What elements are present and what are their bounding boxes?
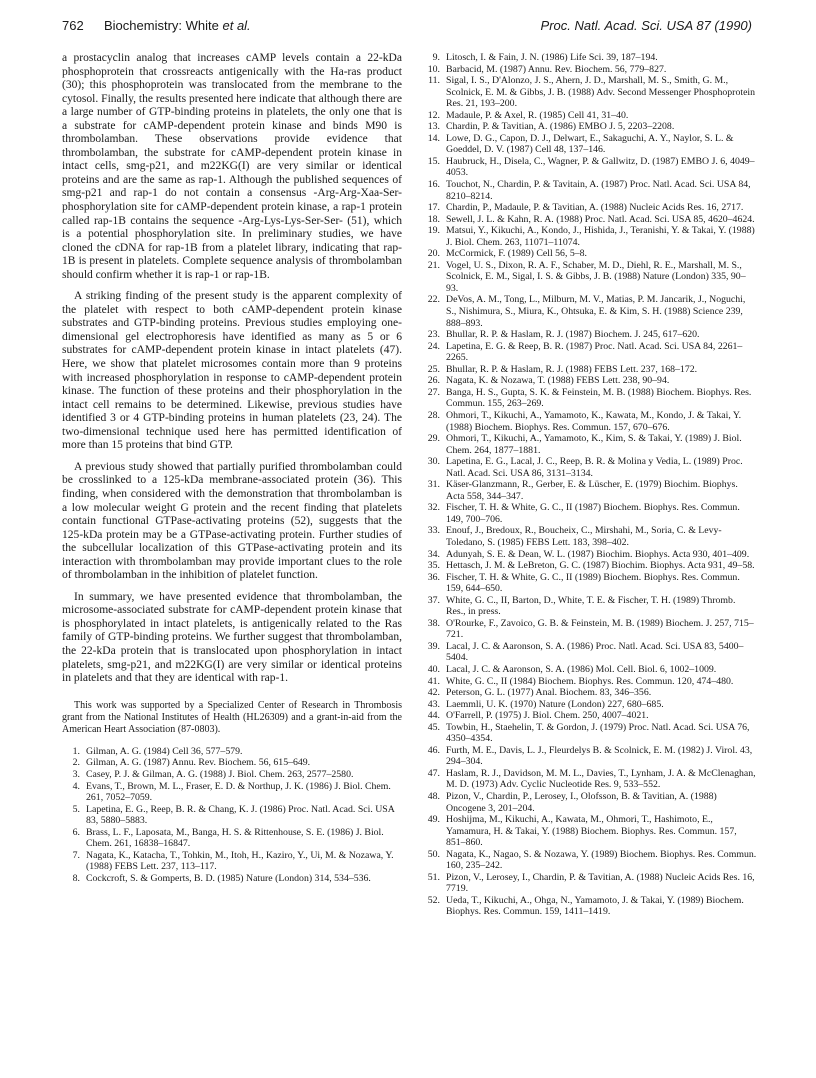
reference-text: Sigal, I. S., D'Alonzo, J. S., Ahern, J. D., Marshall, M. S., Smith, G. M., Scolnick, E. M. & Gibbs, J. B. (1988) Adv. Second Messenger Phosphoprotein Res. 21, 193–200. <box>446 75 756 110</box>
reference-item <box>62 827 402 850</box>
reference-number: 6. <box>72 826 80 838</box>
reference-item <box>422 710 757 722</box>
reference-item <box>422 595 757 618</box>
reference-text: Lacal, J. C. & Aaronson, S. A. (1986) Mol. Cell. Biol. 6, 1002–1009. <box>446 663 717 675</box>
reference-item <box>422 75 757 110</box>
reference-number: 3. <box>72 768 80 780</box>
reference-text: Barbacid, M. (1987) Annu. Rev. Biochem. 56, 779–827. <box>446 63 667 75</box>
reference-text: Lapetina, E. G., Reep, B. R. & Chang, K. J. (1986) Proc. Natl. Acad. Sci. USA 83, 5880–5883. <box>86 803 395 827</box>
running-head-right: Proc. Natl. Acad. Sci. USA 87 (1990) <box>540 18 752 33</box>
reference-item <box>422 618 757 641</box>
reference-text: Ohmori, T., Kikuchi, A., Yamamoto, K., Kim, S. & Takai, Y. (1989) J. Biol. Chem. 264, 1877–1881. <box>446 433 742 456</box>
reference-item <box>422 225 757 248</box>
reference-number: 31. <box>427 479 440 491</box>
reference-text: Cockcroft, S. & Gomperts, B. D. (1985) Nature (London) 314, 534–536. <box>86 872 371 884</box>
body-paragraph: In summary, we have presented evidence that thrombolamban, the microsome-associated substrate for cAMP-dependent protein kinase that is phosphorylated in intact platelets, is antigenically related to the Ras family of GTP-binding proteins. We further suggest that thrombolamban, the 22-kDa protein that is translocated upon phosphorylation in intact platelets, smg-p21, and m22KG(I) are very similar or identical proteins in platelets and that they are identical with rap-1. <box>62 590 402 685</box>
reference-number: 51. <box>427 871 440 883</box>
reference-text: Evans, T., Brown, M. L., Fraser, E. D. & Northup, J. K. (1986) J. Biol. Chem. 261, 7052–7059. <box>86 780 391 804</box>
reference-item <box>422 260 757 295</box>
reference-text: Lacal, J. C. & Aaronson, S. A. (1986) Proc. Natl. Acad. Sci. USA 83, 5400–5404. <box>446 640 744 664</box>
reference-number: 44. <box>427 710 440 722</box>
reference-list-right <box>422 52 757 918</box>
reference-text: Sewell, J. L. & Kahn, R. A. (1988) Proc. Natl. Acad. Sci. USA 85, 4620–4624. <box>446 213 755 225</box>
reference-number: 36. <box>427 571 440 583</box>
reference-number: 23. <box>427 329 440 341</box>
reference-text: Vogel, U. S., Dixon, R. A. F., Schaber, M. D., Diehl, R. E., Marshall, M. S., Scolnick, E. M., Sigal, I. S. & Gibbs, J. B. (1988) Nature (London) 335, 90–93. <box>446 259 746 294</box>
reference-item <box>422 849 757 872</box>
reference-text: Lowe, D. G., Capon, D. J., Delwart, E., Sakaguchi, A. Y., Naylor, S. L. & Goeddel, D. V. (1987) Cell 48, 137–146. <box>446 132 734 156</box>
reference-text: Casey, P. J. & Gilman, A. G. (1988) J. Biol. Chem. 263, 2577–2580. <box>86 768 354 780</box>
reference-number: 41. <box>427 675 440 687</box>
reference-text: Enouf, J., Bredoux, R., Boucheix, C., Mirshahi, M., Soria, C. & Levy-Toledano, S. (1985) FEBS Lett. 183, 398–402. <box>446 525 722 548</box>
reference-number: 40. <box>427 663 440 675</box>
reference-number: 35. <box>427 560 440 572</box>
reference-text: White, G. C., II, Barton, D., White, T. E. & Fischer, T. H. (1989) Thromb. Res., in press. <box>446 594 736 618</box>
reference-item <box>422 525 757 548</box>
reference-number: 17. <box>427 202 440 214</box>
reference-number: 33. <box>427 525 440 537</box>
reference-number: 45. <box>427 721 440 733</box>
reference-number: 16. <box>427 179 440 191</box>
reference-text: Nagata, K., Katacha, T., Tohkin, M., Itoh, H., Kaziro, Y., Ui, M. & Nozawa, Y. (1988) FEBS Lett. 237, 113–117. <box>86 849 394 873</box>
reference-item <box>422 202 757 214</box>
reference-number: 8. <box>72 872 80 884</box>
reference-number: 38. <box>427 617 440 629</box>
reference-item <box>422 895 757 918</box>
journal-section: Biochemistry: White <box>104 18 223 33</box>
reference-number: 43. <box>427 698 440 710</box>
reference-item <box>422 676 757 688</box>
reference-text: Pizon, V., Chardin, P., Lerosey, I., Olofsson, B. & Tavitian, A. (1988) Oncogene 3, 201–204. <box>446 791 717 814</box>
reference-item <box>62 757 402 769</box>
reference-text: Gilman, A. G. (1987) Annu. Rev. Biochem. 56, 615–649. <box>86 757 311 769</box>
reference-text: Ohmori, T., Kikuchi, A., Yamamoto, K., Kawata, M., Kondo, J. & Takai, Y. (1988) Biochem. Biophys. Res. Commun. 157, 670–676. <box>446 409 742 433</box>
reference-number: 28. <box>427 409 440 421</box>
reference-item <box>422 502 757 525</box>
reference-text: Fischer, T. H. & White, G. C., II (1989) Biochem. Biophys. Res. Commun. 159, 644–650. <box>446 571 740 595</box>
reference-number: 30. <box>427 456 440 468</box>
reference-number: 42. <box>427 687 440 699</box>
reference-text: White, G. C., II (1984) Biochem. Biophys. Res. Commun. 120, 474–480. <box>446 675 734 687</box>
reference-item <box>422 52 757 64</box>
reference-number: 52. <box>427 894 440 906</box>
reference-item <box>62 804 402 827</box>
left-column <box>62 52 402 884</box>
reference-text: O'Farrell, P. (1975) J. Biol. Chem. 250, 4007–4021. <box>446 710 649 722</box>
reference-item <box>62 850 402 873</box>
reference-number: 10. <box>427 63 440 75</box>
reference-text: Laemmli, U. K. (1970) Nature (London) 227, 680–685. <box>446 698 664 710</box>
reference-text: Furth, M. E., Davis, L. J., Fleurdelys B. & Scolnick, E. M. (1982) J. Virol. 43, 294–304. <box>446 744 753 768</box>
reference-text: Nagata, K. & Nozawa, T. (1988) FEBS Lett. 238, 90–94. <box>446 375 670 387</box>
reference-number: 50. <box>427 848 440 860</box>
reference-text: Brass, L. F., Laposata, M., Banga, H. S. & Rittenhouse, S. E. (1986) J. Biol. Chem. 261, 16838–16847. <box>86 826 384 850</box>
reference-item <box>422 560 757 572</box>
reference-item <box>422 248 757 260</box>
reference-item <box>422 791 757 814</box>
reference-item <box>422 133 757 156</box>
reference-text: Ueda, T., Kikuchi, A., Ohga, N., Yamamoto, J. & Takai, Y. (1989) Biochem. Biophys. Res. Commun. 159, 1411–1419. <box>446 894 744 918</box>
reference-item <box>422 64 757 76</box>
reference-text: Lapetina, E. G., Lacal, J. C., Reep, B. R. & Molina y Vedia, L. (1989) Proc. Natl. Acad. Sci. USA 86, 3131–3134. <box>446 456 743 479</box>
reference-item <box>62 873 402 885</box>
reference-number: 1. <box>72 745 80 757</box>
reference-item <box>422 479 757 502</box>
reference-number: 29. <box>427 433 440 445</box>
et-al: et al. <box>222 18 251 33</box>
reference-item <box>422 329 757 341</box>
reference-text: Towbin, H., Staehelin, T. & Gordon, J. (1979) Proc. Natl. Acad. Sci. USA 76, 4350–4354. <box>446 721 750 745</box>
reference-number: 48. <box>427 791 440 802</box>
reference-text: Banga, H. S., Gupta, S. K. & Feinstein, M. B. (1988) Biochem. Biophys. Res. Commun. 155, 263–269. <box>446 386 752 410</box>
body-paragraph: A striking finding of the present study is the apparent complexity of the platelet with respect to both cAMP-dependent protein kinase substrates and GTP-binding proteins. Previous studies employing one-dimensional gel electrophoresis have identified as many as 5 or 6 substrates for cAMP-dependent protein kinase in intact platelets (47). Here, we show that platelet microsomes contain more than 9 proteins with increased phosphorylation in response to cAMP-dependent protein kinase. The function of these proteins and their phosphorylation in the intact cell remains to be determined. Likewise, previous studies have identified 3 or 4 GTP-binding proteins in human platelets (23, 24). The two-dimensional technique used here has permitted identification of more than 15 proteins that bind GTP. <box>62 290 402 452</box>
reference-item <box>422 110 757 122</box>
reference-item <box>422 456 757 479</box>
reference-text: Touchot, N., Chardin, P. & Tavitain, A. (1987) Proc. Natl. Acad. Sci. USA 84, 8210–8214. <box>446 179 751 202</box>
reference-text: Käser-Glanzmann, R., Gerber, E. & Lüscher, E. (1979) Biochim. Biophys. Acta 558, 344–347. <box>446 479 738 502</box>
reference-text: Fischer, T. H. & White, G. C., II (1987) Biochem. Biophys. Res. Commun. 149, 700–706. <box>446 502 740 525</box>
reference-item <box>422 814 757 849</box>
page-number: 762 <box>62 18 84 33</box>
reference-item <box>422 364 757 376</box>
reference-text: Pizon, V., Lerosey, I., Chardin, P. & Tavitian, A. (1988) Nucleic Acids Res. 16, 7719. <box>446 871 755 895</box>
reference-item <box>422 722 757 745</box>
reference-number: 39. <box>427 640 440 652</box>
reference-number: 47. <box>427 767 440 779</box>
reference-item <box>422 641 757 664</box>
reference-number: 4. <box>72 780 80 792</box>
reference-text: Adunyah, S. E. & Dean, W. L. (1987) Biochim. Biophys. Acta 930, 401–409. <box>446 548 750 560</box>
acknowledgment: This work was supported by a Specialized Center of Research in Thrombosis grant from the National Institutes of Health (HL26309) and a grant-in-aid from the American Heart Association (87-0803). <box>62 699 402 735</box>
reference-text: Lapetina, E. G. & Reep, B. R. (1987) Proc. Natl. Acad. Sci. USA 84, 2261–2265. <box>446 340 743 364</box>
reference-number: 22. <box>427 294 440 306</box>
reference-number: 18. <box>427 213 440 225</box>
reference-number: 2. <box>72 757 80 769</box>
reference-number: 34. <box>427 548 440 560</box>
reference-item <box>422 572 757 595</box>
reference-item <box>422 699 757 711</box>
reference-text: DeVos, A. M., Tong, L., Milburn, M. V., Matias, P. M. Jancarik, J., Noguchi, S., Nishimura, S., Miura, K., Ohtsuka, E. & Kim, S. H. (1988) Science 239, 888–893. <box>446 294 746 329</box>
reference-text: Hettasch, J. M. & LeBreton, G. C. (1987) Biochim. Biophys. Acta 931, 49–58. <box>446 560 755 572</box>
reference-text: Hoshijma, M., Kikuchi, A., Kawata, M., Ohmori, T., Hashimoto, E., Yamamura, H. & Takai, Y. (1988) Biochem. Biophys. Res. Commun. 157, 851–860. <box>446 814 737 849</box>
reference-text: Chardin, P. & Tavitian, A. (1986) EMBO J. 5, 2203–2208. <box>446 121 675 133</box>
reference-item <box>422 375 757 387</box>
reference-list-left <box>62 746 402 885</box>
reference-text: Bhullar, R. P. & Haslam, R. J. (1988) FEBS Lett. 237, 168–172. <box>446 363 698 375</box>
reference-text: Litosch, I. & Fain, J. N. (1986) Life Sci. 39, 187–194. <box>446 52 658 63</box>
reference-text: McCormick, F. (1989) Cell 56, 5–8. <box>446 248 587 260</box>
reference-number: 13. <box>427 121 440 133</box>
running-head-left <box>104 18 251 33</box>
reference-number: 37. <box>427 594 440 606</box>
reference-text: Matsui, Y., Kikuchi, A., Kondo, J., Hishida, J., Teranishi, Y. & Takai, Y. (1988) J. Biol. Chem. 263, 11071–11074. <box>446 225 755 248</box>
reference-number: 27. <box>427 386 440 398</box>
reference-item <box>422 214 757 226</box>
reference-item <box>62 769 402 781</box>
reference-number: 11. <box>428 75 440 87</box>
reference-text: O'Rourke, F., Zavoico, G. B. & Feinstein, M. B. (1989) Biochem. J. 257, 715–721. <box>446 617 754 641</box>
reference-item <box>422 549 757 561</box>
reference-number: 46. <box>427 744 440 756</box>
reference-number: 21. <box>427 259 440 271</box>
reference-number: 49. <box>427 814 440 826</box>
reference-text: Madaule, P. & Axel, R. (1985) Cell 41, 31–40. <box>446 109 629 121</box>
reference-item <box>422 341 757 364</box>
reference-number: 9. <box>432 52 440 63</box>
reference-item <box>62 781 402 804</box>
reference-text: Peterson, G. L. (1977) Anal. Biochem. 83, 346–356. <box>446 687 652 699</box>
reference-item <box>422 745 757 768</box>
reference-text: Gilman, A. G. (1984) Cell 36, 577–579. <box>86 745 243 757</box>
reference-number: 24. <box>427 340 440 352</box>
reference-item <box>62 746 402 758</box>
reference-item <box>422 387 757 410</box>
reference-item <box>422 872 757 895</box>
page-header <box>62 18 752 38</box>
reference-number: 19. <box>427 225 440 237</box>
reference-item <box>422 179 757 202</box>
reference-number: 12. <box>427 109 440 121</box>
body-paragraph: a prostacyclin analog that increases cAMP levels contain a 22-kDa phosphoprotein that crossreacts antigenically with the Ha-ras product (30); this phosphoprotein was translocated from the membrane to the cytosol. Finally, the results presented here indicate that although there are a large number of GTP-binding proteins in platelets, the only one that is a substrate for cAMP-dependent protein kinase and binds M90 is thrombolamban. These observations provide evidence that thrombolamban, the substrate for cAMP-dependent protein kinase in intact cells, smg-p21, and m22KG(I) are very similar or identical proteins and are the same as rap-1. Although the published sequences of smg-p21 and rap-1 do not contain a consensus -Arg-Arg-Xaa-Ser-phosphorylation site for cAMP-dependent protein kinase, a rap-1 protein called rap-1B contains the sequence -Arg-Lys-Lys-Ser-Ser- (51), which is a potential phosphorylation site. In preliminary studies, we have cloned the cDNA for rap-1B from a platelet library, indicating that rap-1B is present in platelets. Complete sequence analysis of thrombolamban should confirm whether it is rap-1 or rap-1B. <box>62 52 402 281</box>
reference-number: 15. <box>427 155 440 167</box>
reference-item <box>422 664 757 676</box>
reference-number: 5. <box>72 803 80 815</box>
reference-text: Chardin, P., Madaule, P. & Tavitian, A. (1988) Nucleic Acids Res. 16, 2717. <box>446 202 744 214</box>
reference-text: Nagata, K., Nagao, S. & Nozawa, Y. (1989) Biochem. Biophys. Res. Commun. 160, 235–242. <box>446 848 757 872</box>
reference-item <box>422 121 757 133</box>
reference-number: 14. <box>427 132 440 144</box>
reference-number: 20. <box>427 248 440 260</box>
reference-item <box>422 433 757 456</box>
reference-number: 26. <box>427 375 440 387</box>
reference-number: 25. <box>427 363 440 375</box>
body-paragraph: A previous study showed that partially purified thrombolamban could be crosslinked to a 125-kDa membrane-associated protein (36). This finding, when considered with the demonstration that thrombolamban is a low molecular weight G protein and the recent finding that platelets contain functional GTPase-activating proteins (52), suggests that the 125-kDa protein may be a GTPase-activating protein. Further studies of the subcellular localization of this GTPase-activating protein and its interaction with thrombolamban may provide important clues to the role of thrombolamban in the inhibition of platelet function. <box>62 460 402 582</box>
reference-item <box>422 768 757 791</box>
reference-item <box>422 410 757 433</box>
right-column <box>422 52 757 918</box>
reference-item <box>422 294 757 329</box>
reference-item <box>422 156 757 179</box>
reference-item <box>422 687 757 699</box>
reference-number: 7. <box>72 849 80 861</box>
reference-text: Haubruck, H., Disela, C., Wagner, P. & Gallwitz, D. (1987) EMBO J. 6, 4049–4053. <box>446 155 755 179</box>
reference-text: Bhullar, R. P. & Haslam, R. J. (1987) Biochem. J. 245, 617–620. <box>446 329 700 341</box>
reference-text: Haslam, R. J., Davidson, M. M. L., Davies, T., Lynham, J. A. & McClenaghan, M. D. (1973) Adv. Cyclic Nucleotide Res. 9, 533–552. <box>446 767 756 791</box>
reference-number: 32. <box>427 502 440 514</box>
